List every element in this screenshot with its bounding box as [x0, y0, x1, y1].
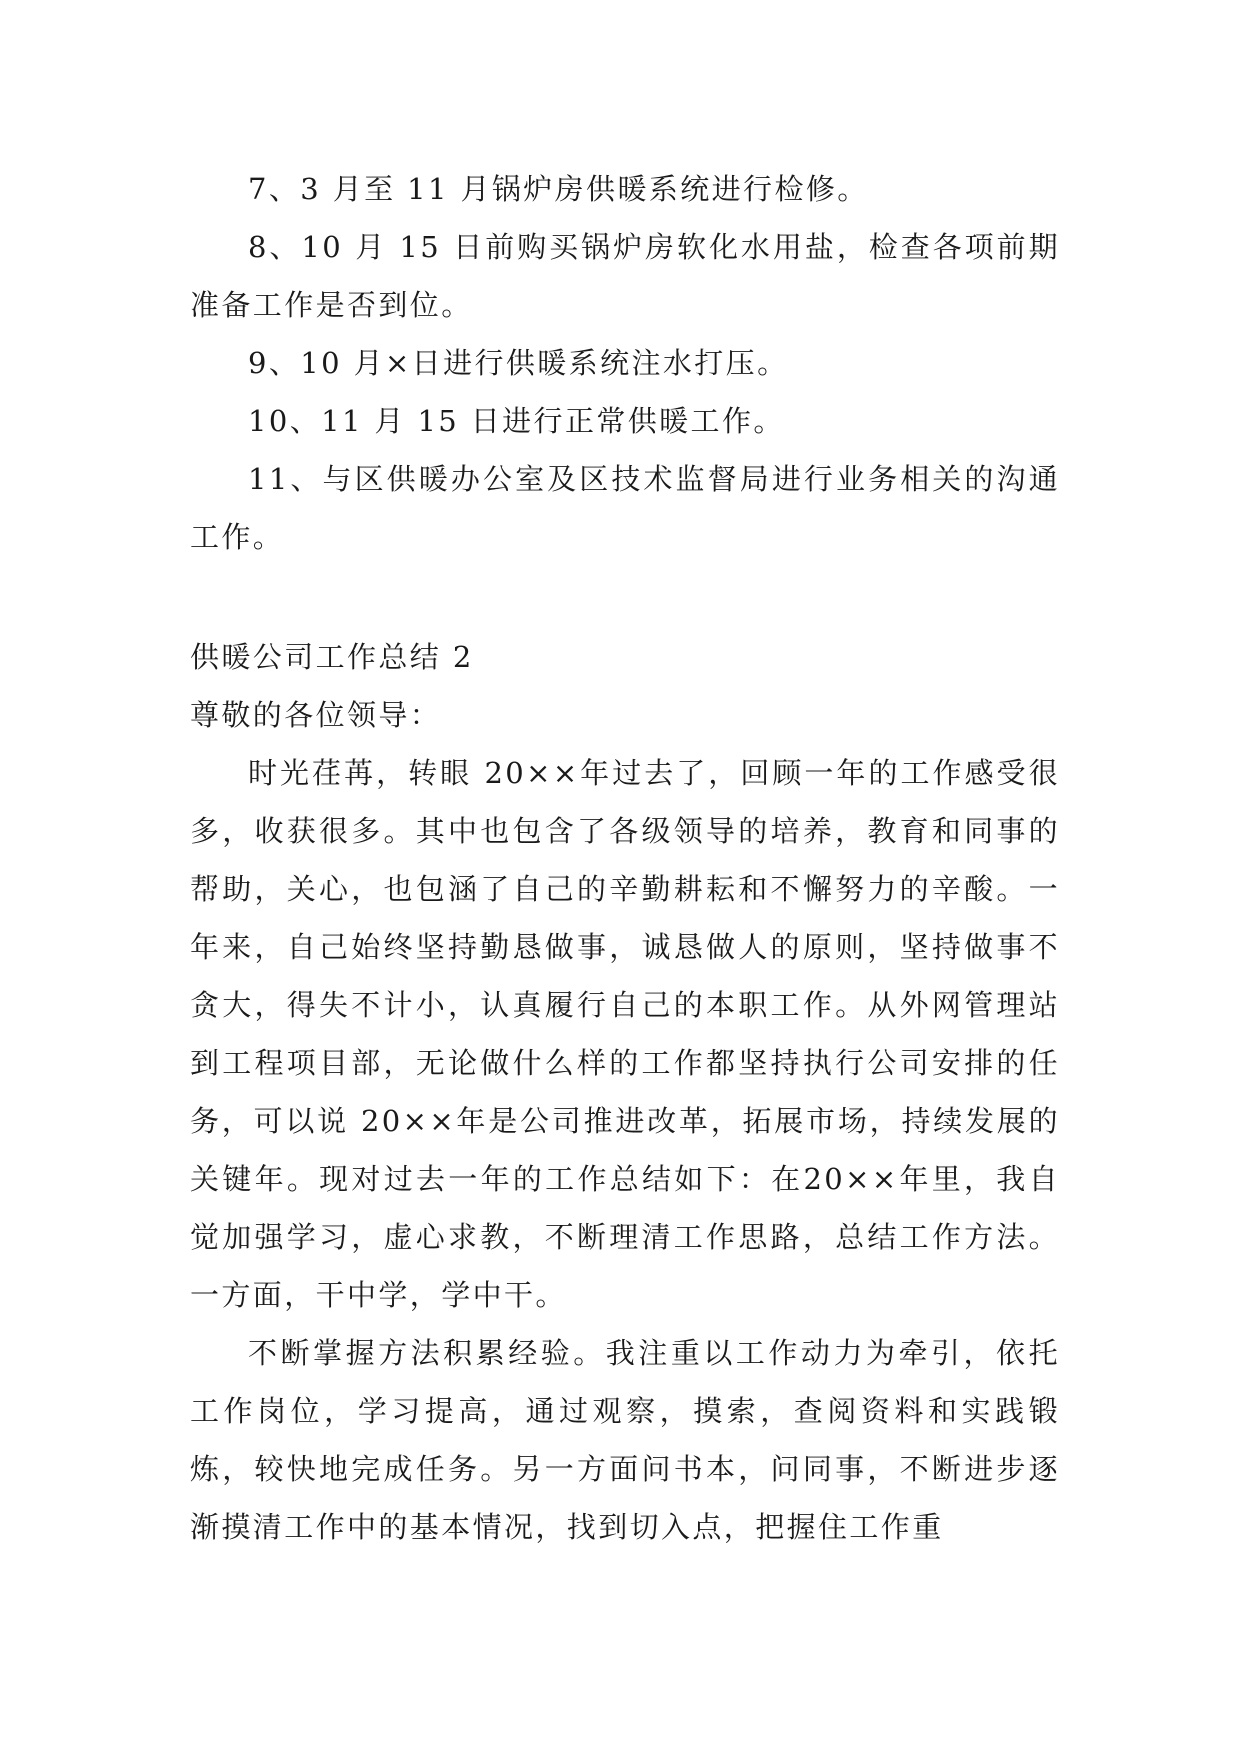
- section-title: 供暖公司工作总结 2: [190, 640, 474, 674]
- list-item-7: 7、3 月至 11 月锅炉房供暖系统进行检修。: [248, 172, 869, 206]
- list-item-9: 9、10 月×日进行供暖系统注水打压。: [248, 346, 789, 380]
- list-item-10: 10、11 月 15 日进行正常供暖工作。: [248, 404, 785, 438]
- salutation: 尊敬的各位领导：: [190, 698, 442, 732]
- document-body: [190, 160, 1060, 1556]
- list-item-8: 8、10 月 15 日前购买锅炉房软化水用盐，检查各项前期准备工作是否到位。: [190, 230, 1060, 322]
- body-paragraph-1: 时光荏苒，转眼 20××年过去了，回顾一年的工作感受很多，收获很多。其中也包含了各级领导的培养，教育和同事的帮助，关心，也包涵了自己的辛勤耕耘和不懈努力的辛酸。一年来，自己始终坚持勤恳做事，诚恳做人的原则，坚持做事不贪大，得失不计小，认真履行自己的本职工作。从外网管理站到工程项目部，无论做什么样的工作都坚持执行公司安排的任务，可以说 20××年是公司推进改革，拓展市场，持续发展的关键年。现对过去一年的工作总结如下：在20××年里，我自觉加强学习，虚心求教，不断理清工作思路，总结工作方法。一方面，干中学，学中干。: [190, 756, 1060, 1312]
- body-paragraph-2: 不断掌握方法积累经验。我注重以工作动力为牵引，依托工作岗位，学习提高，通过观察，摸索，查阅资料和实践锻炼，较快地完成任务。另一方面问书本，问同事，不断进步逐渐摸清工作中的基本情况，找到切入点，把握住工作重: [190, 1336, 1060, 1544]
- list-item-11: 11、与区供暖办公室及区技术监督局进行业务相关的沟通工作。: [190, 462, 1060, 554]
